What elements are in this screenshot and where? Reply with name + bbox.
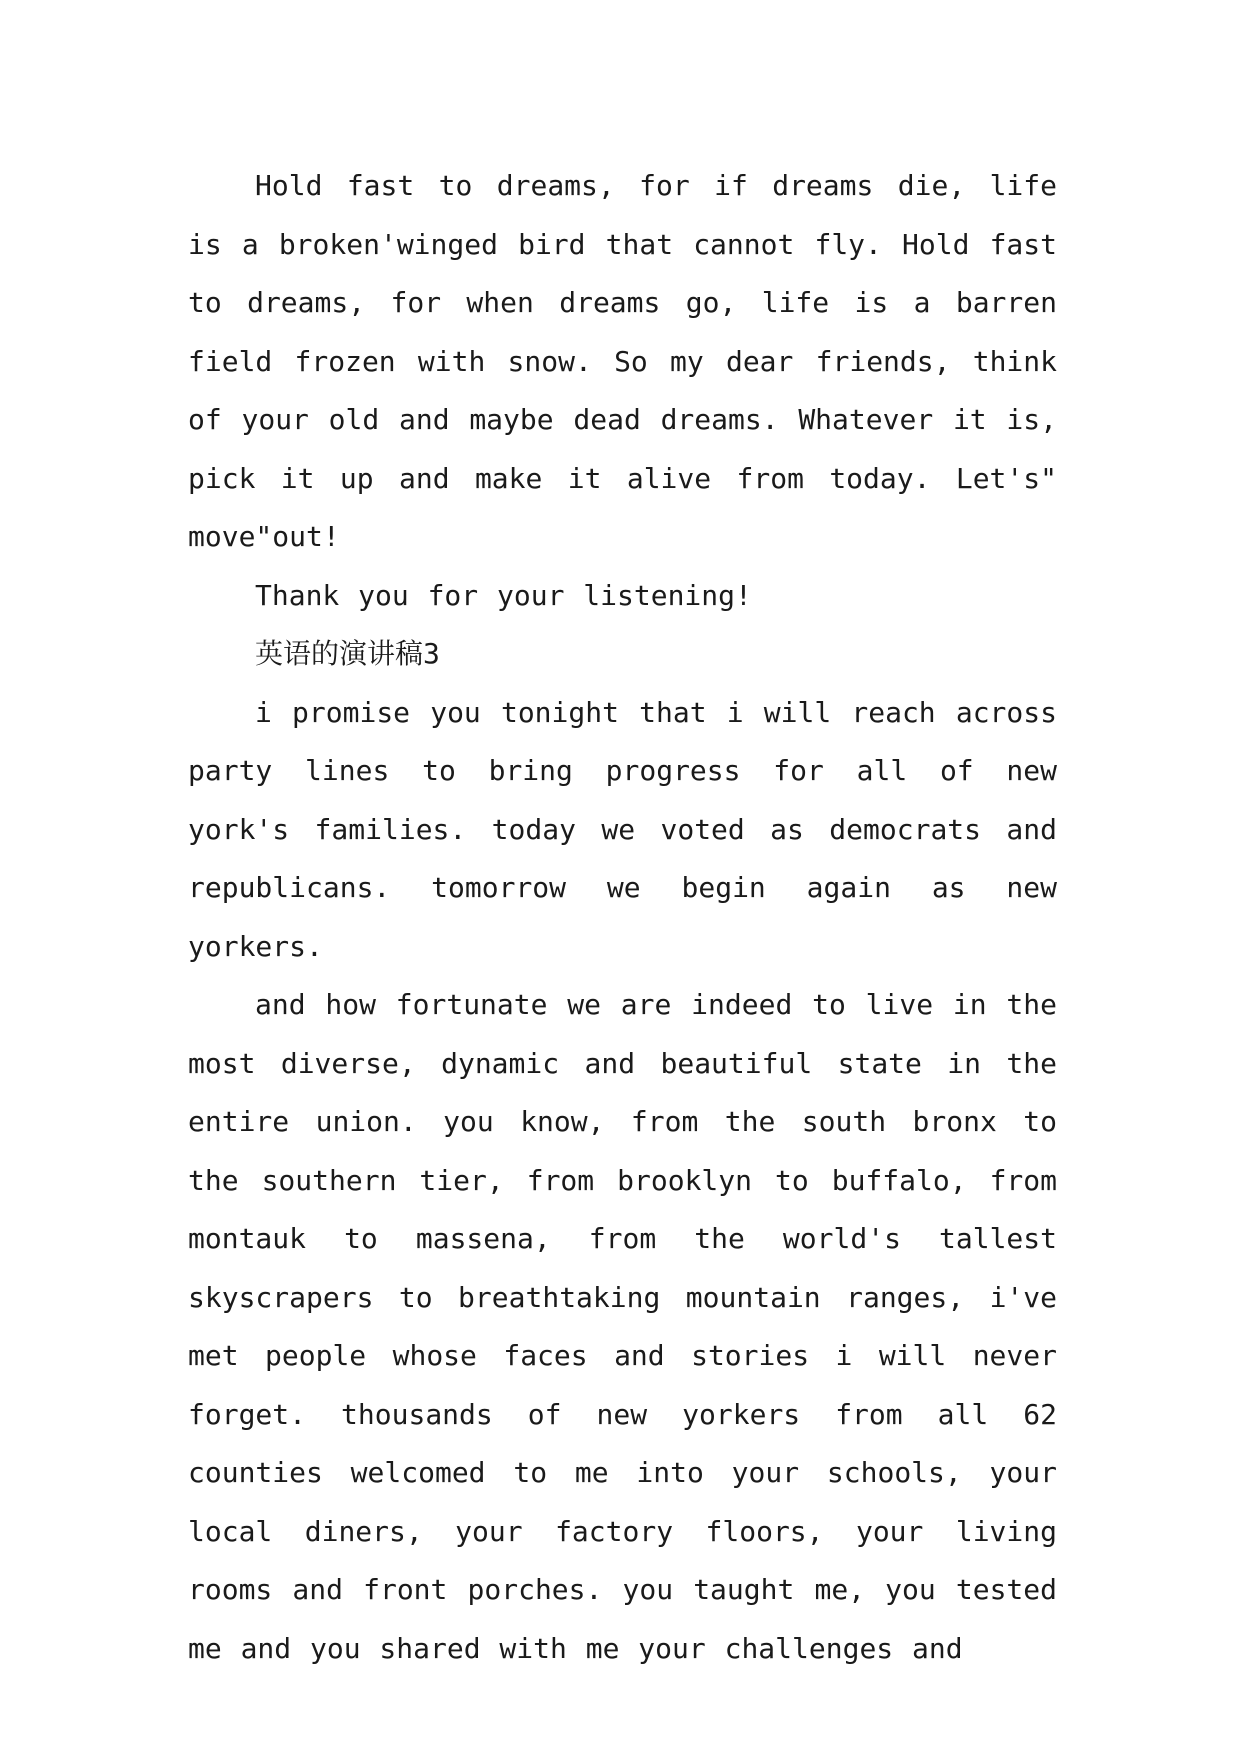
paragraph-dreams: Hold fast to dreams, for if dreams die, life is a broken'winged bird that cannot fly. Hold fast to dreams, for when dreams go, life is a barren field frozen with snow. So my dear friends, think of your old and maybe dead dreams. Whatever it is, pick it up and make it alive from today. Let's" move"out! <box>188 169 1057 553</box>
paragraph-fortunate: and how fortunate we are indeed to live in the most diverse, dynamic and beautiful state in the entire union. you know, from the south bronx to the southern tier, from brooklyn to buffalo, from montauk to massena, from the world's tallest skyscrapers to breathtaking mountain ranges, i've met people whose faces and stories i will never forget. thousands of new yorkers from all 62 counties welcomed to me into your schools, your local diners, your factory floors, your living rooms and front porches. you taught me, you tested me and you shared with me your challenges and <box>188 988 1057 1665</box>
paragraph-promise: i promise you tonight that i will reach across party lines to bring progress for all of new york's families. today we voted as democrats and republicans. tomorrow we begin again as new yorkers. <box>188 695 1057 963</box>
section-heading: 英语的演讲稿3 <box>255 637 440 670</box>
document-body <box>188 157 1057 1678</box>
paragraph-thank-you: Thank you for your listening! <box>255 578 752 612</box>
